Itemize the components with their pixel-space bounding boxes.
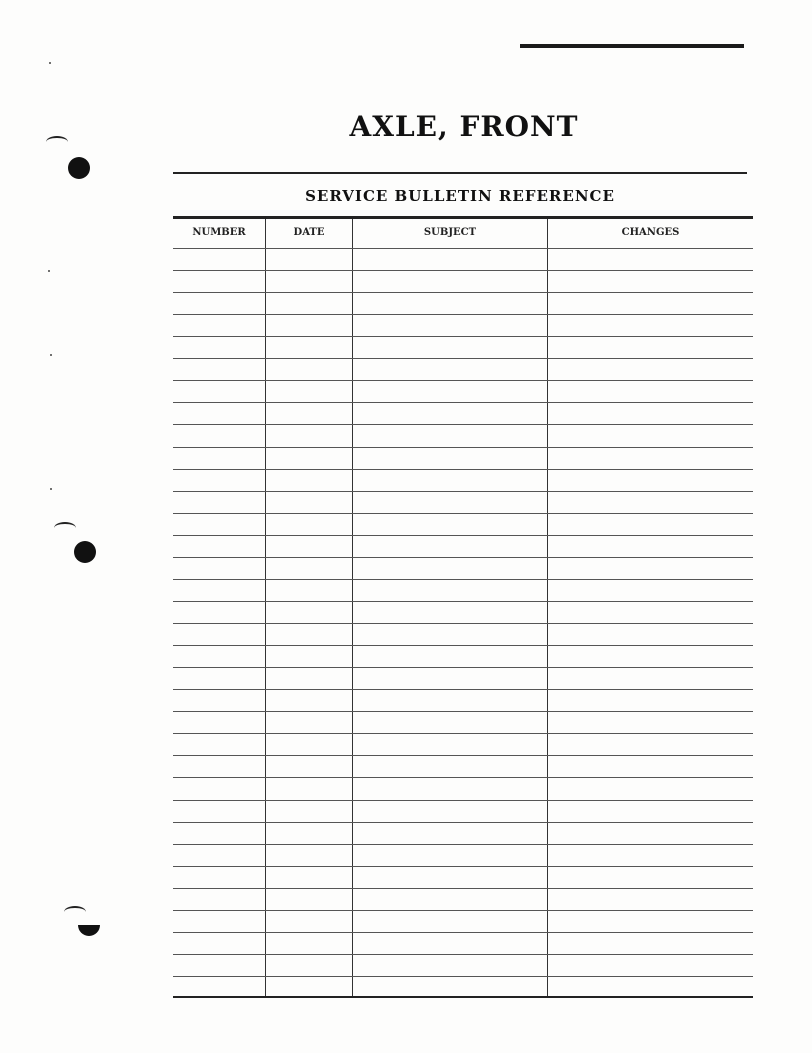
table-row-line (173, 623, 753, 624)
speck (50, 354, 52, 356)
column-header-date: DATE (293, 227, 325, 238)
table-row-line (173, 535, 753, 536)
column-header-subject: SUBJECT (423, 227, 477, 238)
column-header-changes: CHANGES (621, 227, 680, 238)
section-heading: SERVICE BULLETIN REFERENCE (305, 187, 615, 205)
table-row-line (173, 645, 753, 646)
table-row-line (173, 380, 753, 381)
table-row-line (173, 469, 753, 470)
table-row-line (173, 777, 753, 778)
table-row-line (173, 579, 753, 580)
table-row-line (173, 557, 753, 558)
table-row-line (173, 888, 753, 889)
table-row-line (173, 447, 753, 448)
table-row-line (173, 491, 753, 492)
table-row-line (173, 292, 753, 293)
table-row-line (173, 711, 753, 712)
table-row-line (173, 513, 753, 514)
table-row-line (173, 866, 753, 867)
table-row-line (173, 424, 753, 425)
table-row-line (173, 910, 753, 911)
speck (48, 270, 50, 272)
title-rule (173, 172, 747, 174)
top-rule (520, 44, 744, 48)
binder-hole-middle (74, 541, 96, 563)
table-row-line (173, 954, 753, 955)
table-bottom-rule (173, 996, 753, 998)
speck (50, 488, 52, 490)
table-row-line (173, 689, 753, 690)
speck (49, 62, 51, 64)
table-row-line (173, 270, 753, 271)
table-row-line (173, 314, 753, 315)
table-row-line (173, 822, 753, 823)
page-title: AXLE, FRONT (349, 110, 579, 143)
table-row-line (173, 358, 753, 359)
table-row-line (173, 336, 753, 337)
binder-hole-top (68, 157, 90, 179)
table-row-line (173, 733, 753, 734)
table-row-line (173, 601, 753, 602)
table-row-line (173, 844, 753, 845)
table-row-line (173, 248, 753, 249)
table-row-line (173, 932, 753, 933)
service-bulletin-table (173, 216, 753, 998)
column-header-number: NUMBER (192, 227, 246, 238)
table-row-line (173, 755, 753, 756)
table-row-line (173, 976, 753, 977)
hole-arc (54, 522, 76, 534)
hole-arc (64, 906, 86, 918)
table-top-rule (173, 216, 753, 219)
table-row-line (173, 402, 753, 403)
table-row-line (173, 800, 753, 801)
table-row-line (173, 667, 753, 668)
